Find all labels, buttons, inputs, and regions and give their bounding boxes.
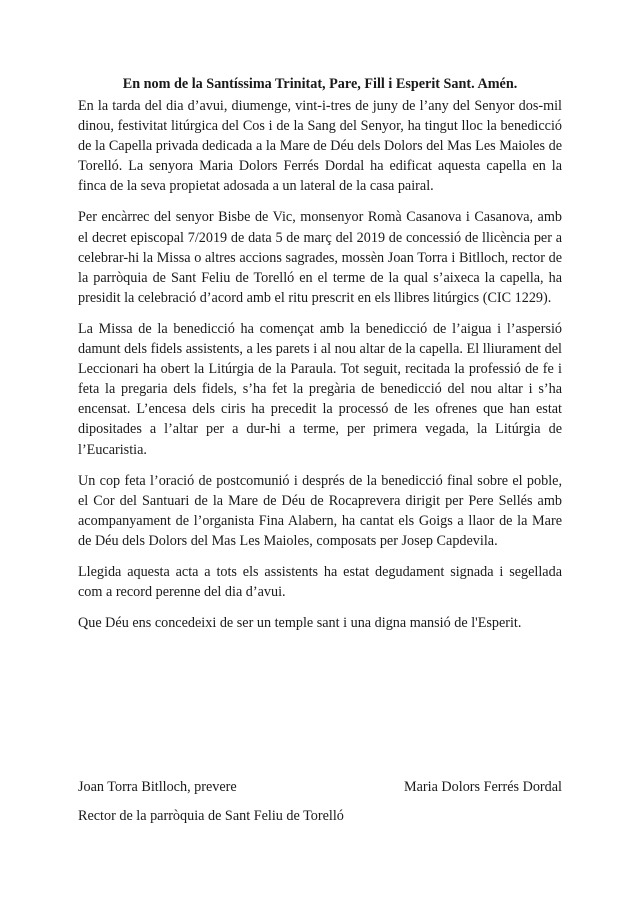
- document-body: [78, 96, 562, 644]
- paragraph-1: En la tarda del dia d’avui, diumenge, vint-i-tres de juny de l’any del Senyor dos-mil dinou, festivitat litúrgica del Cos i de la Sang del Senyor, ha tingut lloc la benedicció de la Capella privada dedicada a la Mare de Déu dels Dolors del Mas Les Maioles de Torelló. La senyora Maria Dolors Ferrés Dordal ha edificat aquesta capella en la finca de la seva propietat adosada a un lateral de la casa pairal.: [78, 98, 562, 195]
- paragraph-2: Per encàrrec del senyor Bisbe de Vic, monsenyor Romà Casanova i Casanova, amb el decret episcopal 7/2019 de data 5 de març del 2019 de concessió de llicència per a celebrar-hi la Missa o altres accions sagrades, mossèn Joan Torra i Bitlloch, rector de la parròquia de Sant Feliu de Torelló en el terme de la qual s’aixeca la capella, ha presidit la celebració d’acord amb el ritu prescrit en els llibres litúrgics (CIC 1229).: [78, 209, 562, 306]
- signature-left-role: Rector de la parròquia de Sant Feliu de Torelló: [78, 808, 344, 824]
- paragraph-6: Que Déu ens concedeixi de ser un temple sant i una digna mansió de l'Esperit.: [78, 615, 522, 632]
- paragraph-3: La Missa de la benedicció ha començat amb la benedicció de l’aigua i l’aspersió damunt dels fidels assistents, a les parets i al nou altar de la capella. El lliurament del Leccionari ha obert la Litúrgia de la Paraula. Tot seguit, recitada la professió de fe i feta la pregaria dels fidels, s’ha fet la pregària de benedicció del nou altar i s’ha encensat. L’encesa dels ciris ha precedit la processó de les ofrenes que han estat dipositades a l’altar per a dur-hi a terme, per primera vegada, la Litúrgia de l’Eucaristia.: [78, 320, 562, 458]
- signature-right-name: Maria Dolors Ferrés Dordal: [404, 779, 562, 795]
- signature-left-name: Joan Torra Bitlloch, prevere: [78, 779, 237, 795]
- document-title: En nom de la Santíssima Trinitat, Pare, Fill i Esperit Sant. Amén.: [122, 76, 518, 92]
- paragraph-4: Un cop feta l’oració de postcomunió i després de la benedicció final sobre el poble, el Cor del Santuari de la Mare de Déu de Rocaprevera dirigit per Pere Sellés amb acompanyament de l’organista Fina Alabern, ha cantat els Goigs a llaor de la Mare de Déu dels Dolors del Mas Les Maioles, composats per Josep Capdevila.: [78, 472, 562, 549]
- paragraph-5: Llegida aquesta acta a tots els assistents ha estat degudament signada i segellada com a record perenne del dia d’avui.: [78, 563, 562, 601]
